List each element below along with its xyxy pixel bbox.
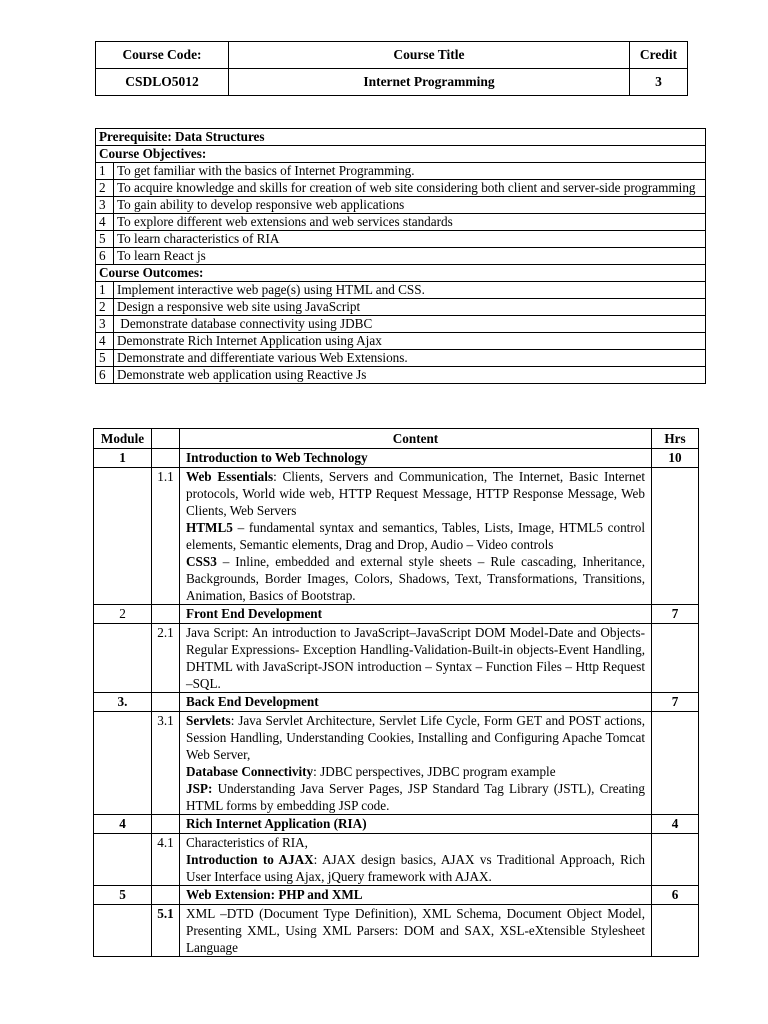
course-title-value: Internet Programming bbox=[229, 69, 630, 96]
module-row bbox=[94, 886, 699, 905]
outcome-num: 2 bbox=[96, 299, 114, 316]
objective-row bbox=[96, 197, 706, 214]
module-hrs: 4 bbox=[652, 815, 699, 834]
submodule-content: Web Essentials: Clients, Servers and Communication, The Internet, Basic Internet protocols, World wide web, HTTP Request Message, HTTP Response Message, Web Clients, Web Servers HTML5 – fundamental syntax and semantics, Tables, Lists, Image, HTML5 control elements, Semantic elements, Drag and Drop, Audio – Video controls CSS3 – Inline, embedded and external style sheets – Rule cascading, Inheritance, Backgrounds, Border Images, Colors, Shadows, Text, Transformations, Transitions, Animation, Basics of Bootstrap. bbox=[180, 468, 652, 605]
objective-num: 2 bbox=[96, 180, 114, 197]
module-title: Introduction to Web Technology bbox=[180, 449, 652, 468]
objective-text: To acquire knowledge and skills for creation of web site considering both client and server-side programming bbox=[114, 180, 706, 197]
module-title: Rich Internet Application (RIA) bbox=[180, 815, 652, 834]
outcomes-heading: Course Outcomes: bbox=[96, 265, 706, 282]
course-header-values bbox=[96, 69, 688, 96]
submodule-num: 5.1 bbox=[152, 905, 180, 957]
module-num: 5 bbox=[94, 886, 152, 905]
course-code-label: Course Code: bbox=[96, 42, 229, 69]
objective-text: To learn characteristics of RIA bbox=[114, 231, 706, 248]
course-header-labels bbox=[96, 42, 688, 69]
outcome-row bbox=[96, 282, 706, 299]
module-num: 4 bbox=[94, 815, 152, 834]
outcome-num: 4 bbox=[96, 333, 114, 350]
course-header-table bbox=[95, 41, 688, 96]
credit-label: Credit bbox=[630, 42, 688, 69]
submodule-num: 1.1 bbox=[152, 468, 180, 605]
outcome-num: 6 bbox=[96, 367, 114, 384]
objectives-heading: Course Objectives: bbox=[96, 146, 706, 163]
module-hrs: 10 bbox=[652, 449, 699, 468]
submodule-row bbox=[94, 468, 699, 605]
module-row bbox=[94, 693, 699, 712]
module-table-header bbox=[94, 429, 699, 449]
module-title: Front End Development bbox=[180, 605, 652, 624]
objective-text: To explore different web extensions and web services standards bbox=[114, 214, 706, 231]
objective-text: To learn React js bbox=[114, 248, 706, 265]
objective-row bbox=[96, 180, 706, 197]
submodule-num: 4.1 bbox=[152, 834, 180, 886]
submodule-row bbox=[94, 624, 699, 693]
module-header: Module bbox=[94, 429, 152, 449]
objective-text: To get familiar with the basics of Internet Programming. bbox=[114, 163, 706, 180]
outcome-text: Demonstrate and differentiate various Web Extensions. bbox=[114, 350, 706, 367]
objective-num: 4 bbox=[96, 214, 114, 231]
outcome-text: Demonstrate web application using Reactive Js bbox=[114, 367, 706, 384]
module-row bbox=[94, 449, 699, 468]
objectives-outcomes-table bbox=[95, 128, 706, 384]
outcome-row bbox=[96, 316, 706, 333]
course-title-label: Course Title bbox=[229, 42, 630, 69]
module-num: 2 bbox=[94, 605, 152, 624]
objective-text: To gain ability to develop responsive web applications bbox=[114, 197, 706, 214]
submodule-row bbox=[94, 905, 699, 957]
submodule-row bbox=[94, 712, 699, 815]
outcome-text: Design a responsive web site using JavaScript bbox=[114, 299, 706, 316]
submodule-content: Characteristics of RIA, Introduction to AJAX: AJAX design basics, AJAX vs Traditional Approach, Rich User Interface using Ajax, jQuery framework with AJAX. bbox=[180, 834, 652, 886]
objective-row bbox=[96, 214, 706, 231]
outcome-row bbox=[96, 333, 706, 350]
submodule-content: XML –DTD (Document Type Definition), XML Schema, Document Object Model, Presenting XML, Using XML Parsers: DOM and SAX, XSL-eXtensible Stylesheet Language bbox=[180, 905, 652, 957]
objective-row bbox=[96, 248, 706, 265]
outcome-num: 3 bbox=[96, 316, 114, 333]
course-code-value: CSDLO5012 bbox=[96, 69, 229, 96]
outcome-row bbox=[96, 350, 706, 367]
sub-header bbox=[152, 429, 180, 449]
outcome-row bbox=[96, 367, 706, 384]
module-hrs: 7 bbox=[652, 605, 699, 624]
outcome-text: Demonstrate database connectivity using JDBC bbox=[114, 316, 706, 333]
module-hrs: 7 bbox=[652, 693, 699, 712]
objective-row bbox=[96, 231, 706, 248]
outcome-row bbox=[96, 299, 706, 316]
content-header: Content bbox=[180, 429, 652, 449]
module-row bbox=[94, 605, 699, 624]
objective-num: 6 bbox=[96, 248, 114, 265]
submodule-num: 2.1 bbox=[152, 624, 180, 693]
credit-value: 3 bbox=[630, 69, 688, 96]
module-hrs: 6 bbox=[652, 886, 699, 905]
module-num: 3. bbox=[94, 693, 152, 712]
objective-num: 1 bbox=[96, 163, 114, 180]
module-table bbox=[93, 428, 699, 957]
outcome-num: 1 bbox=[96, 282, 114, 299]
submodule-row bbox=[94, 834, 699, 886]
hrs-header: Hrs bbox=[652, 429, 699, 449]
objective-num: 5 bbox=[96, 231, 114, 248]
submodule-content: Java Script: An introduction to JavaScript–JavaScript DOM Model-Date and Objects-Regular Expressions- Exception Handling-Validation-Built-in objects-Event Handling, DHTML with JavaScript-JSON introduction – Syntax – Function Files – Http Request –SQL. bbox=[180, 624, 652, 693]
outcome-num: 5 bbox=[96, 350, 114, 367]
outcome-text: Demonstrate Rich Internet Application using Ajax bbox=[114, 333, 706, 350]
module-row bbox=[94, 815, 699, 834]
objective-num: 3 bbox=[96, 197, 114, 214]
module-title: Web Extension: PHP and XML bbox=[180, 886, 652, 905]
objective-row bbox=[96, 163, 706, 180]
module-title: Back End Development bbox=[180, 693, 652, 712]
submodule-num: 3.1 bbox=[152, 712, 180, 815]
submodule-content: Servlets: Java Servlet Architecture, Servlet Life Cycle, Form GET and POST actions, Session Handling, Understanding Cookies, Installing and Configuring Apache Tomcat Web Server, Database Connectivity: JDBC perspectives, JDBC program example JSP: Understanding Java Server Pages, JSP Standard Tag Library (JSTL), Creating HTML forms by embedding JSP code. bbox=[180, 712, 652, 815]
outcome-text: Implement interactive web page(s) using HTML and CSS. bbox=[114, 282, 706, 299]
module-num: 1 bbox=[94, 449, 152, 468]
prerequisite: Prerequisite: Data Structures bbox=[96, 129, 706, 146]
